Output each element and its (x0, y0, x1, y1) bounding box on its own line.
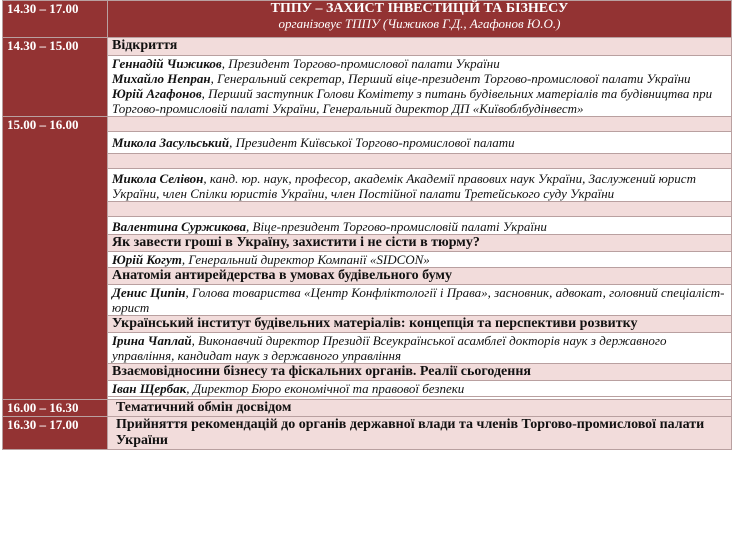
speaker-desc: , Віце-президент Торгово-промисловій палаті України (246, 219, 547, 234)
topic-row (3, 364, 732, 381)
topic-row (3, 235, 732, 252)
speaker-entry (108, 169, 732, 202)
speaker-name: Іван Щербак (112, 381, 187, 396)
topic-cell: Анатомія антирейдерства в умовах будівельного буму (108, 268, 732, 285)
spacer-cell (108, 154, 732, 169)
speaker-entry (112, 86, 727, 116)
topic-cell: Український інститут будівельних матеріалів: концепція та перспективи розвитку (108, 316, 732, 333)
speaker-desc: , Перший заступник Голови Комітету з питань будівельних матеріалів та будівництва при Торгово-промисловій палаті України, Генеральний директор ДП «Київоблбудінвест» (112, 86, 713, 116)
topic-row (3, 268, 732, 285)
block3-time: 16.00 – 16.30 (3, 400, 108, 417)
speaker-entry (108, 132, 732, 154)
block1-topic: Відкриття (108, 38, 732, 56)
header-subtitle: організовує ТППУ (Чижиков Г.Д., Агафонов Ю.О.) (278, 16, 561, 31)
speaker-entry (108, 381, 732, 397)
block1-time: 14.30 – 15.00 (3, 38, 108, 117)
speaker-desc: , Президент Київської Торгово-промислової палати (229, 135, 515, 150)
speaker-name: Ірина Чаплай (112, 333, 192, 348)
speaker-row (3, 169, 732, 202)
speaker-entry (112, 56, 727, 71)
block1-speakers-row (3, 56, 732, 117)
block3-topic: Тематичний обмін досвідом (108, 400, 732, 417)
block1-topic-row (3, 38, 732, 56)
speaker-desc: , канд. юр. наук, професор, академік Академії правових наук України, Заслужений юрист України, член Спілки юристів України, член Постійної палати Третейського суду України (112, 171, 696, 201)
block4-row (3, 417, 732, 450)
speaker-row (3, 285, 732, 316)
speaker-row (3, 333, 732, 364)
speaker-row (3, 252, 732, 268)
block1-speakers (108, 56, 732, 117)
schedule-table (2, 0, 732, 450)
speaker-row (3, 381, 732, 397)
header-title: ТППУ – ЗАХИСТ ІНВЕСТИЦІЙ ТА БІЗНЕСУ (270, 1, 569, 16)
speaker-row (3, 132, 732, 154)
topic-row (3, 316, 732, 333)
speaker-desc: , Генеральний директор Компанії «SIDCON» (181, 252, 430, 267)
speaker-name: Юрій Агафонов (112, 86, 202, 101)
topic-cell: Взаємовідносини бізнесу та фіскальних органів. Реалії сьогодення (108, 364, 732, 381)
block3-row (3, 400, 732, 417)
speaker-name: Микола Засульський (112, 135, 230, 150)
spacer-row (108, 117, 732, 132)
speaker-desc: , Генеральний секретар, Перший віце-президент Торгово-промислової палати України (210, 71, 691, 86)
speaker-name: Валентина Суржикова (112, 219, 247, 234)
speaker-name: Денис Ципін (112, 285, 186, 300)
header-time: 14.30 – 17.00 (3, 1, 108, 38)
speaker-entry (108, 333, 732, 364)
speaker-name: Геннадій Чижиков (112, 56, 222, 71)
header-cell (108, 1, 732, 38)
block4-time: 16.30 – 17.00 (3, 417, 108, 450)
speaker-row (3, 217, 732, 235)
spacer-row (3, 154, 732, 169)
speaker-name: Микола Селівон (112, 171, 204, 186)
speaker-desc: , Директор Бюро економічної та правової безпеки (186, 381, 465, 396)
block4-topic: Прийняття рекомендацій до органів державної влади та членів Торгово-промислової палати України (108, 417, 732, 450)
speaker-entry (108, 217, 732, 235)
block2-spacer-row (3, 117, 732, 132)
spacer-cell (108, 202, 732, 217)
header-row (3, 1, 732, 38)
speaker-name: Юрій Когут (112, 252, 182, 267)
speaker-entry (108, 252, 732, 268)
speaker-desc: , Виконавчий директор Президії Всеукраїнської асамблеї докторів наук з державного управління, кандидат наук з державного управління (112, 333, 667, 363)
speaker-name: Михайло Непран (112, 71, 211, 86)
block2-time: 15.00 – 16.00 (3, 117, 108, 400)
speaker-desc: , Президент Торгово-промислової палати України (221, 56, 500, 71)
speaker-desc: , Голова товариства «Центр Конфліктології і Права», засновник, адвокат, головний спеціаліст-юрист (112, 285, 725, 315)
spacer-row (3, 202, 732, 217)
speaker-entry (112, 71, 727, 86)
speaker-entry (108, 285, 732, 316)
topic-cell: Як завести гроші в Україну, захистити і не сісти в тюрму? (108, 235, 732, 252)
